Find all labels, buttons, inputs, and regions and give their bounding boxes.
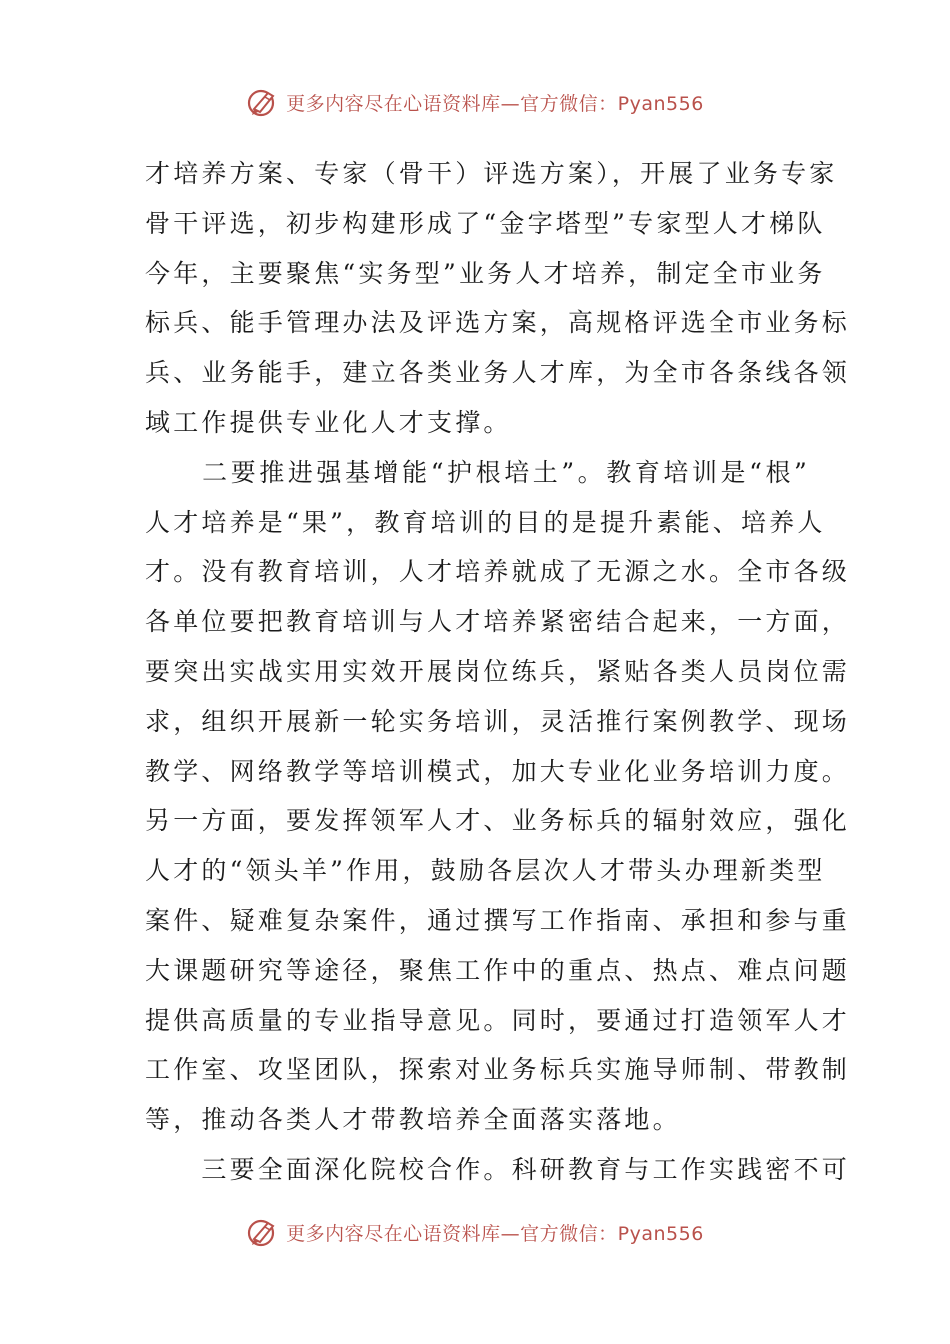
text-line: 工作室、攻坚团队，探索对业务标兵实施导师制、带教制 bbox=[145, 1055, 851, 1085]
text-line: 标兵、能手管理办法及评选方案，高规格评选全市业务标 bbox=[145, 308, 851, 338]
text-line: 二要推进强基增能“护根培土”。教育培训是“根” bbox=[145, 457, 810, 487]
text-line: 域工作提供专业化人才支撑。 bbox=[145, 407, 512, 437]
pen-logo-icon bbox=[246, 1215, 280, 1249]
footer-watermark bbox=[0, 1210, 950, 1254]
document-body bbox=[145, 149, 851, 1195]
text-line: 大课题研究等途径，聚焦工作中的重点、热点、难点问题 bbox=[145, 955, 851, 985]
text-line: 才培养方案、专家（骨干）评选方案），开展了业务专家 bbox=[145, 159, 838, 188]
watermark-text: 更多内容尽在心语资料库—官方微信：Pyan556 bbox=[286, 1222, 704, 1245]
text-line: 各单位要把教育培训与人才培养紧密结合起来，一方面， bbox=[145, 607, 851, 637]
text-line: 今年，主要聚焦“实务型”业务人才培养，制定全市业务 bbox=[145, 258, 826, 288]
text-line: 另一方面，要发挥领军人才、业务标兵的辐射效应，强化 bbox=[145, 806, 851, 836]
text-line: 求，组织开展新一轮实务培训，灵活推行案例教学、现场 bbox=[145, 706, 851, 736]
text-line: 提供高质量的专业指导意见。同时，要通过打造领军人才 bbox=[145, 1005, 851, 1035]
text-line: 等，推动各类人才带教培养全面落实落地。 bbox=[145, 1105, 681, 1135]
pen-logo-icon bbox=[246, 85, 280, 119]
text-line: 要突出实战实用实效开展岗位练兵，紧贴各类人员岗位需 bbox=[145, 656, 851, 686]
text-line: 才。没有教育培训，人才培养就成了无源之水。全市各级 bbox=[145, 557, 851, 587]
text-line: 骨干评选，初步构建形成了“金字塔型”专家型人才梯队 bbox=[145, 208, 826, 238]
text-line: 案件、疑难复杂案件，通过撰写工作指南、承担和参与重 bbox=[145, 905, 851, 935]
text-line: 人才培养是“果”，教育培训的目的是提升素能、培养人 bbox=[145, 507, 826, 537]
text-line: 教学、网络教学等培训模式，加大专业化业务培训力度。 bbox=[145, 756, 851, 786]
text-line: 三要全面深化院校合作。科研教育与工作实践密不可 bbox=[145, 1154, 851, 1184]
text-line: 人才的“领头羊”作用，鼓励各层次人才带头办理新类型 bbox=[145, 856, 826, 886]
text-line: 兵、业务能手，建立各类业务人才库，为全市各条线各领 bbox=[145, 358, 851, 388]
watermark-text: 更多内容尽在心语资料库—官方微信：Pyan556 bbox=[286, 92, 704, 115]
header-watermark bbox=[0, 80, 950, 124]
